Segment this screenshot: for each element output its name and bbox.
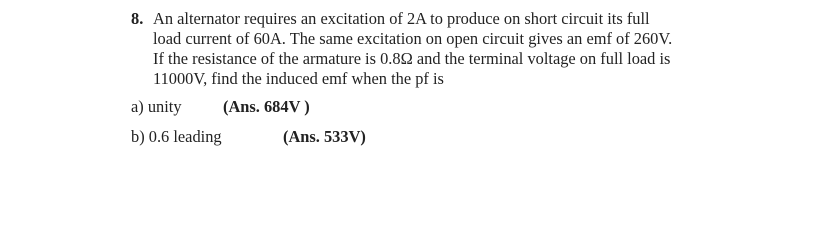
- part-label-b: b) 0.6 leading: [131, 127, 222, 146]
- question-line-3: If the resistance of the armature is 0.8Ω and the terminal voltage on full load is: [153, 49, 671, 68]
- question-line-1: An alternator requires an excitation of 2A to produce on short circuit its full: [153, 9, 650, 28]
- answer-value-b: (Ans. 533V): [283, 127, 366, 146]
- question-block: [131, 9, 771, 89]
- answer-item-a: [131, 97, 310, 117]
- part-label-a: a) unity: [131, 97, 182, 116]
- answer-list: [131, 97, 366, 147]
- answer-value-a: (Ans. 684V ): [223, 97, 310, 116]
- question-number: 8.: [131, 9, 144, 28]
- question-line-4: 11000V, find the induced emf when the pf is: [153, 69, 444, 88]
- answer-item-b: [131, 127, 366, 147]
- question-text: [131, 9, 771, 89]
- question-line-2: load current of 60A. The same excitation on open circuit gives an emf of 260V.: [153, 29, 673, 48]
